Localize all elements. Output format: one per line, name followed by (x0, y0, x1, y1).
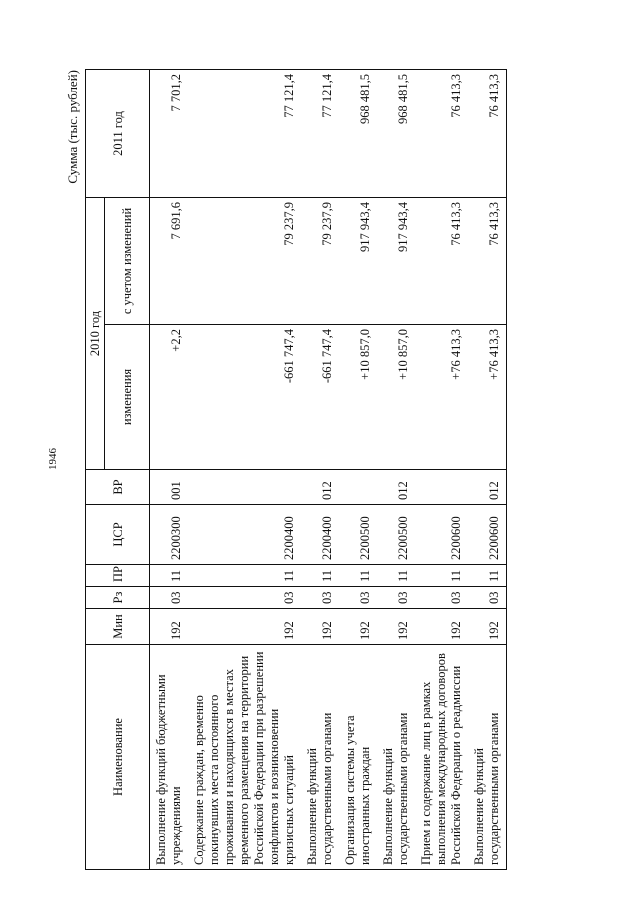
row-2011: 968 481,5 (377, 69, 415, 197)
row-pr: 11 (301, 565, 339, 587)
row-2011: 76 413,3 (468, 69, 507, 197)
row-min: 192 (150, 609, 189, 645)
row-changes: +10 857,0 (377, 325, 415, 470)
header-year-2010: 2010 год (86, 197, 105, 469)
header-rz: Рз (86, 587, 150, 609)
header-year-2011: 2011 год (86, 69, 150, 197)
row-with-changes: 79 237,9 (301, 197, 339, 324)
row-with-changes: 7 691,6 (150, 197, 189, 324)
row-vr: 012 (377, 470, 415, 505)
row-min: 192 (377, 609, 415, 645)
row-csr: 2200500 (377, 505, 415, 565)
row-with-changes: 76 413,3 (468, 197, 507, 324)
row-2011: 76 413,3 (415, 69, 468, 197)
row-rz: 03 (301, 587, 339, 609)
row-with-changes: 79 237,9 (188, 197, 301, 324)
unit-note: Сумма (тыс. рублей) (65, 70, 80, 184)
row-with-changes: 76 413,3 (415, 197, 468, 324)
row-2011: 7 701,2 (150, 69, 189, 197)
row-min: 192 (468, 609, 507, 645)
row-pr: 11 (377, 565, 415, 587)
row-min: 192 (415, 609, 468, 645)
row-changes: +76 413,3 (415, 325, 468, 470)
row-vr (339, 470, 377, 505)
row-csr: 2200400 (188, 505, 301, 565)
row-pr: 11 (150, 565, 189, 587)
header-changes: изменения (105, 325, 150, 470)
row-name: Выполнение функций бюджетными учреждениями (150, 645, 189, 870)
row-rz: 03 (415, 587, 468, 609)
row-2011: 77 121,4 (188, 69, 301, 197)
table-row (415, 69, 468, 869)
row-2011: 77 121,4 (301, 69, 339, 197)
row-name: Прием и содержание лиц в рамках выполнения международных договоров Российской Федерации о реадмиссии (415, 645, 468, 870)
header-pr: ПР (86, 565, 150, 587)
row-csr: 2200300 (150, 505, 189, 565)
header-name: Наименование (86, 645, 150, 870)
header-min: Мин (86, 609, 150, 645)
row-name: Выполнение функций государственными органами (468, 645, 507, 870)
row-rz: 03 (339, 587, 377, 609)
budget-table (85, 69, 507, 870)
row-2011: 968 481,5 (339, 69, 377, 197)
row-csr: 2200600 (415, 505, 468, 565)
table-row (301, 69, 339, 869)
table-body (150, 69, 507, 869)
table-row (377, 69, 415, 869)
row-csr: 2200600 (468, 505, 507, 565)
header-vr: ВР (86, 470, 150, 505)
row-csr: 2200400 (301, 505, 339, 565)
row-pr: 11 (339, 565, 377, 587)
page-number: 1946 (47, 448, 59, 470)
table-header (86, 69, 150, 869)
row-vr (188, 470, 301, 505)
row-vr (415, 470, 468, 505)
row-csr: 2200500 (339, 505, 377, 565)
row-pr: 11 (468, 565, 507, 587)
row-rz: 03 (468, 587, 507, 609)
table-row (339, 69, 377, 869)
row-with-changes: 917 943,4 (339, 197, 377, 324)
row-pr: 11 (415, 565, 468, 587)
row-pr: 11 (188, 565, 301, 587)
header-with-changes: с учетом изменений (105, 197, 150, 324)
row-min: 192 (301, 609, 339, 645)
row-name: Выполнение функций государственными органами (301, 645, 339, 870)
row-vr: 001 (150, 470, 189, 505)
row-rz: 03 (188, 587, 301, 609)
row-with-changes: 917 943,4 (377, 197, 415, 324)
table-row (468, 69, 507, 869)
table-row (150, 69, 189, 869)
row-changes: +2,2 (150, 325, 189, 470)
row-name: Организация системы учета иностранных граждан (339, 645, 377, 870)
row-name: Содержание граждан, временно покинувших места постоянного проживания и находящихся в местах временного размещения на территории Российской Федерации при разрешении конфликтов и возникновении кризисных ситуаций (188, 645, 301, 870)
row-min: 192 (339, 609, 377, 645)
row-rz: 03 (150, 587, 189, 609)
row-changes: -661 747,4 (301, 325, 339, 470)
row-changes: +76 413,3 (468, 325, 507, 470)
row-rz: 03 (377, 587, 415, 609)
row-min: 192 (188, 609, 301, 645)
row-changes: -661 747,4 (188, 325, 301, 470)
row-vr: 012 (468, 470, 507, 505)
table-row (188, 69, 301, 869)
row-vr: 012 (301, 470, 339, 505)
row-changes: +10 857,0 (339, 325, 377, 470)
document-page (45, 70, 605, 870)
row-name: Выполнение функций государственными органами (377, 645, 415, 870)
header-csr: ЦСР (86, 505, 150, 565)
